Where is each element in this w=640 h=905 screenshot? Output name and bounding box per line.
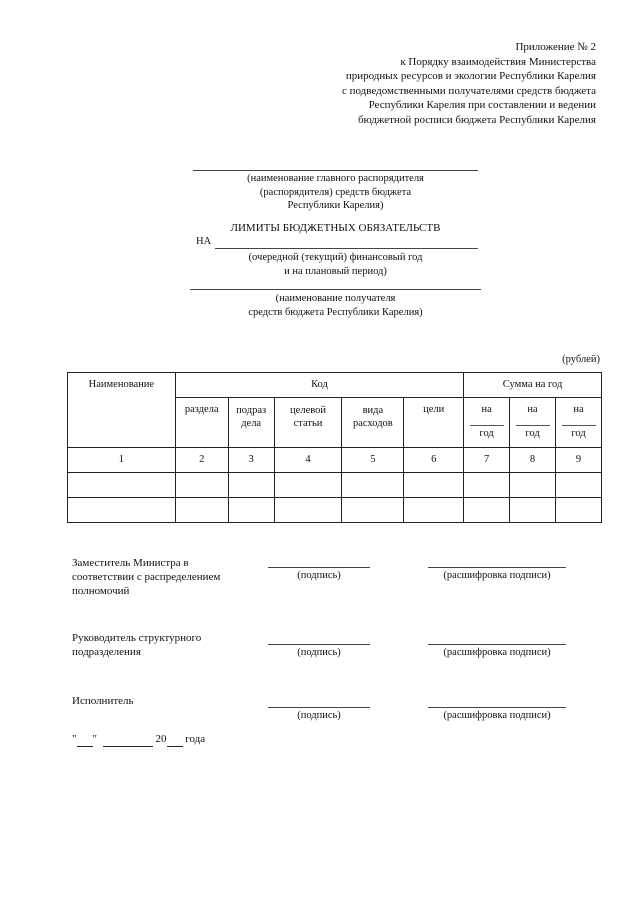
table-cell[interactable] — [556, 473, 602, 498]
table-cell[interactable] — [68, 473, 176, 498]
header-vida — [342, 398, 404, 448]
limits-table — [67, 372, 602, 523]
appendix-header — [276, 40, 596, 127]
appendix-line: Приложение № 2 — [515, 41, 596, 53]
table-cell[interactable] — [556, 498, 602, 523]
deputy-label-line: Заместитель Министра в — [72, 557, 189, 569]
header-na: на — [481, 404, 492, 415]
date-line — [72, 733, 205, 747]
period-caption — [193, 251, 478, 278]
date-quote-close: " — [92, 733, 97, 745]
decryption-line[interactable] — [428, 707, 566, 708]
appendix-line: с подведомственными получателями средств бюджета — [341, 84, 596, 97]
signature-line[interactable] — [268, 567, 370, 568]
signature-caption: (подпись) — [297, 710, 341, 721]
header-tselevoy-line: целевой — [290, 405, 326, 416]
recipient-caption — [190, 292, 481, 319]
date-quote-open: " — [72, 733, 77, 745]
header-na-god — [464, 398, 510, 448]
col-number: 6 — [404, 448, 464, 473]
appendix-line: Республики Карелия при составлении и ведении — [368, 99, 596, 111]
admin-name-line[interactable] — [193, 170, 478, 171]
table-cell[interactable] — [404, 473, 464, 498]
decryption-caption: (расшифровка подписи) — [443, 710, 551, 721]
decryption-line[interactable] — [428, 567, 566, 568]
admin-caption-line: Республики Карелия) — [287, 200, 384, 211]
table-cell[interactable] — [175, 473, 228, 498]
header-tselevoy — [274, 398, 342, 448]
admin-caption-line: (наименование главного распорядителя — [247, 173, 424, 184]
header-na: на — [527, 404, 538, 415]
decryption-caption: (расшифровка подписи) — [443, 647, 551, 658]
header-podrazdela-line: дела — [241, 418, 262, 429]
col-number: 3 — [228, 448, 274, 473]
appendix-line: к Порядку взаимодействия Министерства — [400, 55, 596, 68]
deputy-label-line: полномочий — [72, 585, 130, 597]
admin-caption-line: (распорядителя) средств бюджета — [259, 186, 412, 198]
table-cell[interactable] — [228, 498, 274, 523]
decryption-caption: (расшифровка подписи) — [443, 570, 551, 581]
head-label-line: подразделения — [72, 646, 141, 658]
table-cell[interactable] — [342, 473, 404, 498]
recipient-caption-line: средств бюджета Республики Карелия) — [248, 306, 423, 318]
head-of-unit-label — [72, 631, 201, 659]
signature-caption: (подпись) — [297, 647, 341, 658]
table-row-numbers — [68, 448, 602, 473]
header-vida-line: вида — [362, 405, 384, 416]
period-line[interactable] — [215, 248, 478, 249]
header-na-god — [556, 398, 602, 448]
table-cell[interactable] — [464, 498, 510, 523]
table-cell[interactable] — [274, 473, 342, 498]
table-cell[interactable] — [228, 473, 274, 498]
header-podrazdela — [228, 398, 274, 448]
year-field[interactable] — [167, 733, 183, 747]
header-code: Код — [175, 373, 463, 398]
table-cell[interactable] — [510, 473, 556, 498]
table-row — [68, 498, 602, 523]
header-tseli: цели — [404, 398, 464, 448]
table-cell[interactable] — [464, 473, 510, 498]
na-label: НА — [196, 236, 212, 247]
header-razdela: раздела — [175, 398, 228, 448]
year-prefix: 20 — [155, 733, 167, 745]
signature-line[interactable] — [268, 707, 370, 708]
head-label-line: Руководитель структурного — [72, 632, 202, 644]
col-number: 9 — [556, 448, 602, 473]
table-cell[interactable] — [510, 498, 556, 523]
signature-caption: (подпись) — [297, 570, 341, 581]
header-god: год — [470, 425, 504, 440]
executor-label: Исполнитель — [72, 695, 134, 707]
day-field[interactable] — [77, 733, 93, 747]
appendix-line: бюджетной росписи бюджета Республики Карелия — [357, 113, 596, 126]
year-suffix: года — [185, 733, 206, 745]
document-title: ЛИМИТЫ БЮДЖЕТНЫХ ОБЯЗАТЕЛЬСТВ — [230, 222, 441, 234]
col-number: 5 — [342, 448, 404, 473]
col-number: 7 — [464, 448, 510, 473]
col-number: 2 — [175, 448, 228, 473]
header-na-god — [510, 398, 556, 448]
header-vida-line: расходов — [352, 418, 393, 429]
table-cell[interactable] — [175, 498, 228, 523]
decryption-line[interactable] — [428, 644, 566, 645]
recipient-name-line[interactable] — [190, 289, 481, 290]
table-cell[interactable] — [68, 498, 176, 523]
table-cell[interactable] — [342, 498, 404, 523]
signature-line[interactable] — [268, 644, 370, 645]
month-field[interactable] — [103, 733, 153, 747]
col-number: 8 — [510, 448, 556, 473]
col-number: 4 — [274, 448, 342, 473]
appendix-line: природных ресурсов и экологии Республики Карелия — [345, 70, 596, 82]
deputy-label-line: соответствии с распределением — [72, 571, 221, 583]
header-na: на — [573, 404, 584, 415]
col-number: 1 — [68, 448, 176, 473]
recipient-caption-line: (наименование получателя — [275, 293, 396, 304]
header-tselevoy-line: статьи — [293, 418, 323, 429]
header-sum: Сумма на год — [464, 373, 602, 398]
header-god: год — [562, 425, 596, 440]
header-podrazdela-line: подраз — [236, 405, 267, 416]
period-caption-line: и на плановый период) — [284, 265, 387, 277]
period-caption-line: (очередной (текущий) финансовый год — [248, 252, 423, 263]
header-god: год — [516, 425, 550, 440]
table-row — [68, 473, 602, 498]
header-name: Наименование — [68, 373, 176, 448]
deputy-minister-label — [72, 556, 220, 598]
unit-label: (рублей) — [562, 354, 600, 365]
table-cell[interactable] — [274, 498, 342, 523]
table-cell[interactable] — [404, 498, 464, 523]
admin-caption — [193, 172, 478, 213]
